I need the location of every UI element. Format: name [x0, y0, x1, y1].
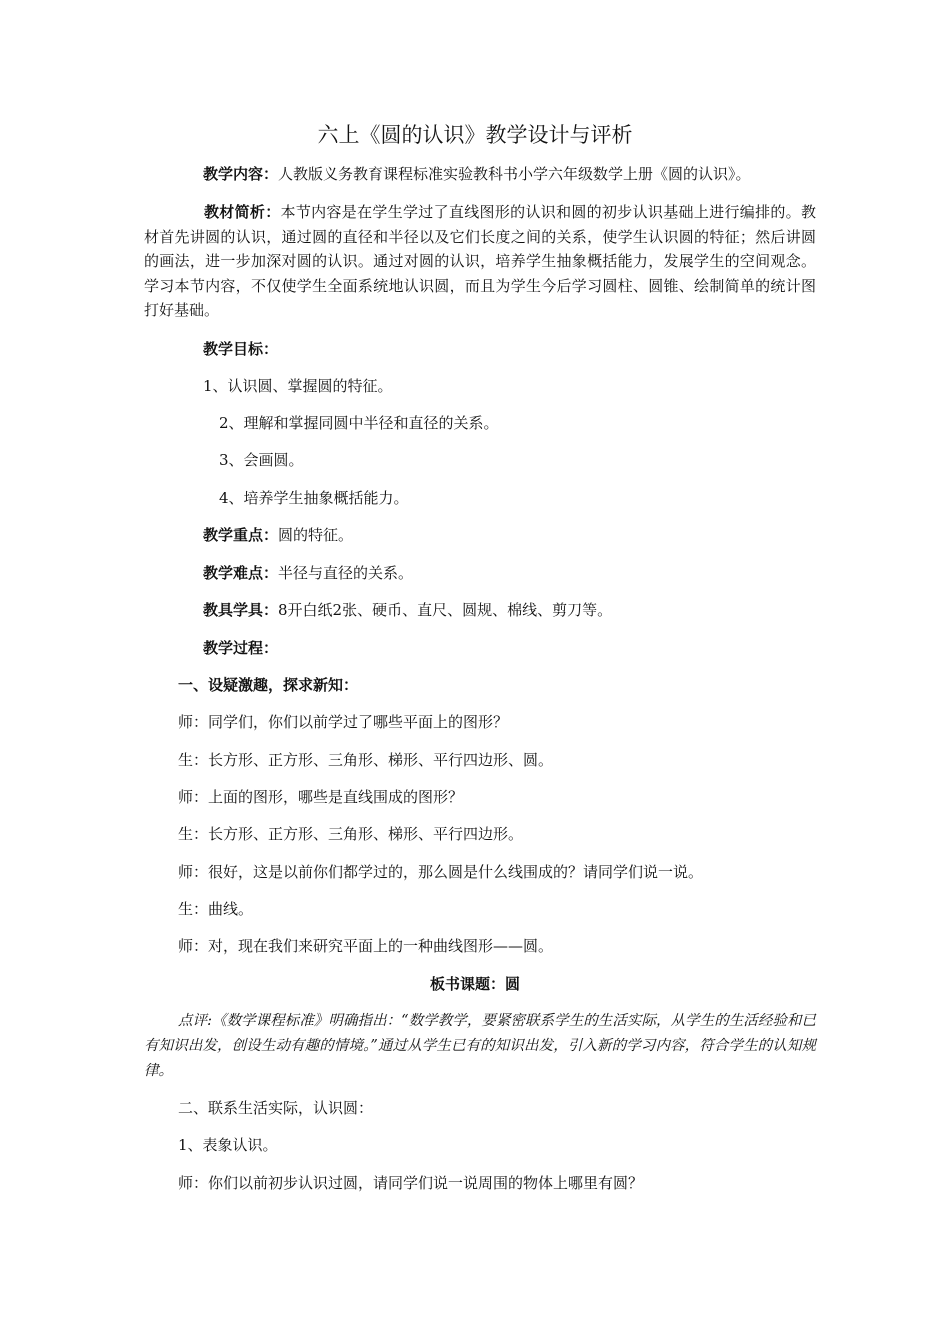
dialogue-line: 师：很好，这是以前你们都学过的，那么圆是什么线围成的？请同学们说一说。: [178, 863, 704, 881]
dialogue-line: 师：上面的图形，哪些是直线围成的图形？: [178, 788, 464, 806]
section2-subheading: 1、表象认识。: [178, 1136, 278, 1154]
teaching-process-label: 教学过程：: [203, 639, 279, 657]
dialogue-line: 生：长方形、正方形、三角形、梯形、平行四边形、圆。: [178, 751, 554, 769]
teaching-tools-label: 教具学具：: [203, 601, 279, 619]
goal-item-2: 2、理解和掌握同圆中半径和直径的关系。: [219, 414, 499, 432]
textbook-analysis-text: 本节内容是在学生学过了直线图形的认识和圆的初步认识基础上进行编排的。教材首先讲圆的认识，通过圆的直径和半径以及它们长度之间的关系，使学生认识圆的特征；然后讲圆的画法，进一步加深对圆的认识。通过对圆的认识，培养学生抽象概括能力，发展学生的空间观念。学习本节内容，不仅使学生全面系统地认识圆，而且为学生今后学习圆柱、圆锥、绘制简单的统计图打好基础。: [144, 203, 816, 319]
key-point-label: 教学重点：: [203, 526, 279, 544]
board-title: 板书课题：圆: [429, 975, 520, 993]
teaching-goals-label: 教学目标：: [203, 340, 279, 358]
goal-item-1: 1、认识圆、掌握圆的特征。: [203, 377, 393, 395]
textbook-analysis-label: 教材简析：: [204, 203, 281, 221]
teaching-content: [203, 162, 751, 186]
section2-heading: 二、联系生活实际，认识圆：: [178, 1099, 374, 1117]
section2-question: 师：你们以前初步认识过圆，请同学们说一说周围的物体上哪里有圆？: [178, 1174, 644, 1192]
dialogue-line: 师：同学们，你们以前学过了哪些平面上的图形？: [178, 713, 509, 731]
teaching-content-label: 教学内容：: [203, 165, 279, 183]
goal-item-4: 4、培养学生抽象概括能力。: [219, 489, 409, 507]
dialogue-line: 生：长方形、正方形、三角形、梯形、平行四边形。: [178, 825, 524, 843]
goal-item-3: 3、会画圆。: [219, 451, 304, 469]
teaching-content-text: 人教版义务教育课程标准实验教科书小学六年级数学上册《圆的认识》。: [278, 165, 751, 183]
dialogue-line: 生：曲线。: [178, 900, 254, 918]
difficulty: [203, 561, 413, 585]
key-point-text: 圆的特征。: [278, 526, 354, 544]
dialogue-line: 师：对，现在我们来研究平面上的一种曲线图形——圆。: [178, 937, 554, 955]
comment-paragraph: 点评:《数学课程标准》明确指出：“数学教学，要紧密联系学生的生活实际，从学生的生活经验和已有知识出发，创设生动有趣的情境。”通过从学生已有的知识出发，引入新的学习内容，符合学生的认知规律。: [144, 1013, 816, 1079]
document-title: 六上《圆的认识》教学设计与评析: [317, 123, 633, 147]
teaching-tools: [203, 598, 612, 622]
section1-heading: 一、设疑激趣，探求新知：: [178, 676, 359, 694]
textbook-analysis: [144, 200, 816, 323]
teaching-tools-text: 8开白纸2张、硬币、直尺、圆规、棉线、剪刀等。: [278, 601, 613, 619]
key-point: [203, 523, 353, 547]
difficulty-text: 半径与直径的关系。: [278, 564, 414, 582]
difficulty-label: 教学难点：: [203, 564, 279, 582]
